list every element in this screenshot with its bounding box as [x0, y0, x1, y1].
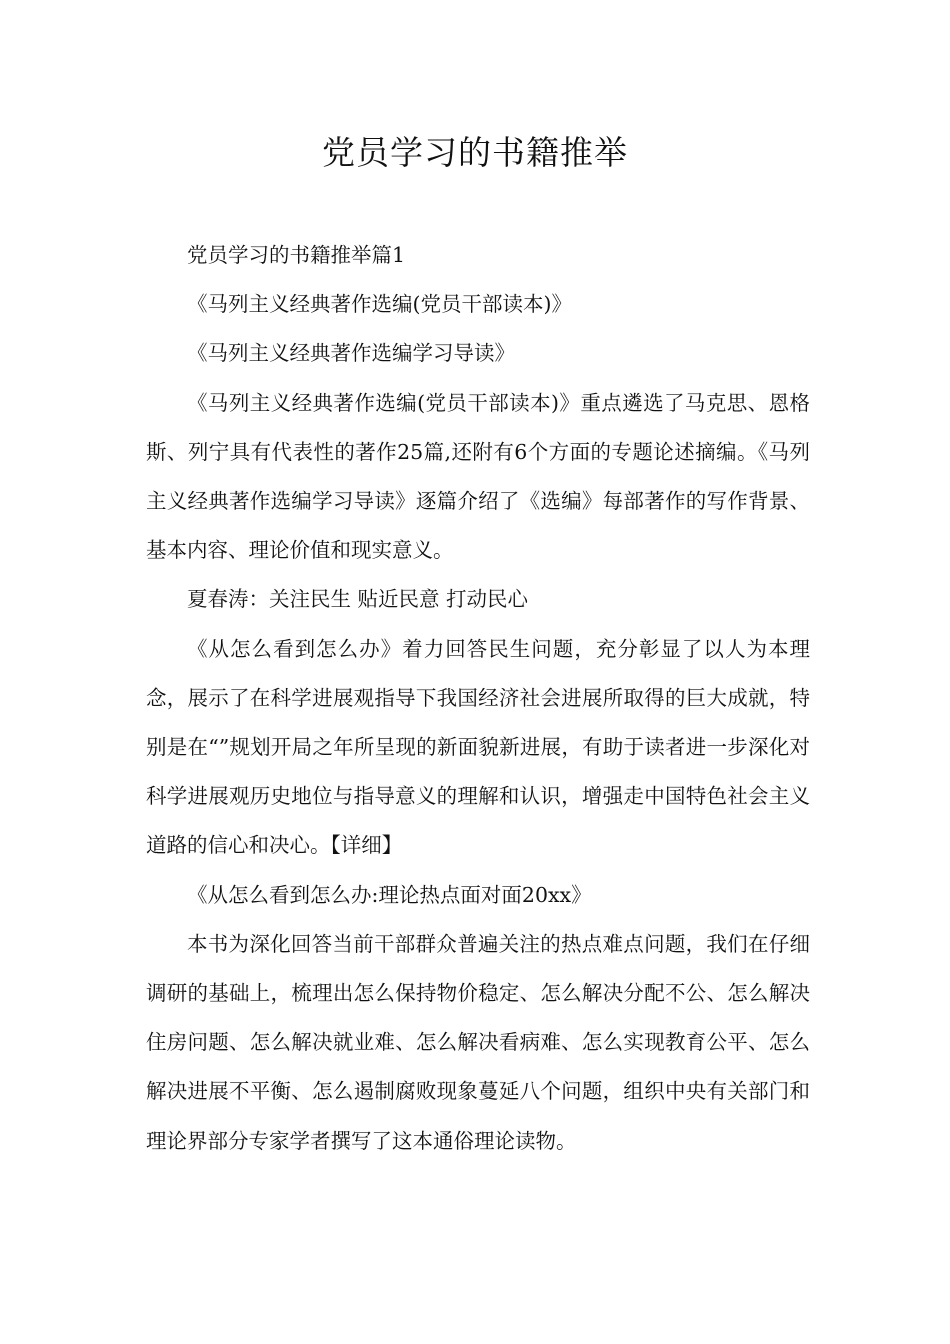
document-title: 党员学习的书籍推举 — [322, 133, 628, 172]
section-heading: 党员学习的书籍推举篇1 — [187, 243, 406, 267]
paragraph: 《马列主义经典著作选编(党员干部读本)》重点遴选了马克思、恩格斯、列宁具有代表性的著作25篇,还附有6个方面的专题论述摘编。《马列主义经典著作选编学习导读》逐篇介绍了《选编》每部著作的写作背景、基本内容、理论价值和现实意义。 — [146, 390, 810, 563]
document-body — [146, 231, 810, 1166]
book-title-line: 《马列主义经典著作选编学习导读》 — [187, 341, 515, 366]
book-title-line: 《从怎么看到怎么办:理论热点面对面20xx》 — [187, 882, 592, 907]
paragraph: 本书为深化回答当前干部群众普遍关注的热点难点问题，我们在仔细调研的基础上，梳理出怎么保持物价稳定、怎么解决分配不公、怎么解决住房问题、怎么解决就业难、怎么解决看病难、怎么实现教育公平、怎么解决进展不平衡、怎么遏制腐败现象蔓延八个问题，组织中央有关部门和理论界部分专家学者撰写了这本通俗理论读物。 — [146, 931, 810, 1153]
subheading-line: 夏春涛：关注民生 贴近民意 打动民心 — [187, 587, 529, 612]
book-title-line: 《马列主义经典著作选编(党员干部读本)》 — [187, 292, 572, 317]
paragraph: 《从怎么看到怎么办》着力回答民生问题，充分彰显了以人为本理念，展示了在科学进展观指导下我国经济社会进展所取得的巨大成就，特别是在“”规划开局之年所呈现的新面貌新进展，有助于读者进一步深化对科学进展观历史地位与指导意义的理解和认识，增强走中国特色社会主义道路的信心和决心。【详细】 — [146, 636, 810, 858]
